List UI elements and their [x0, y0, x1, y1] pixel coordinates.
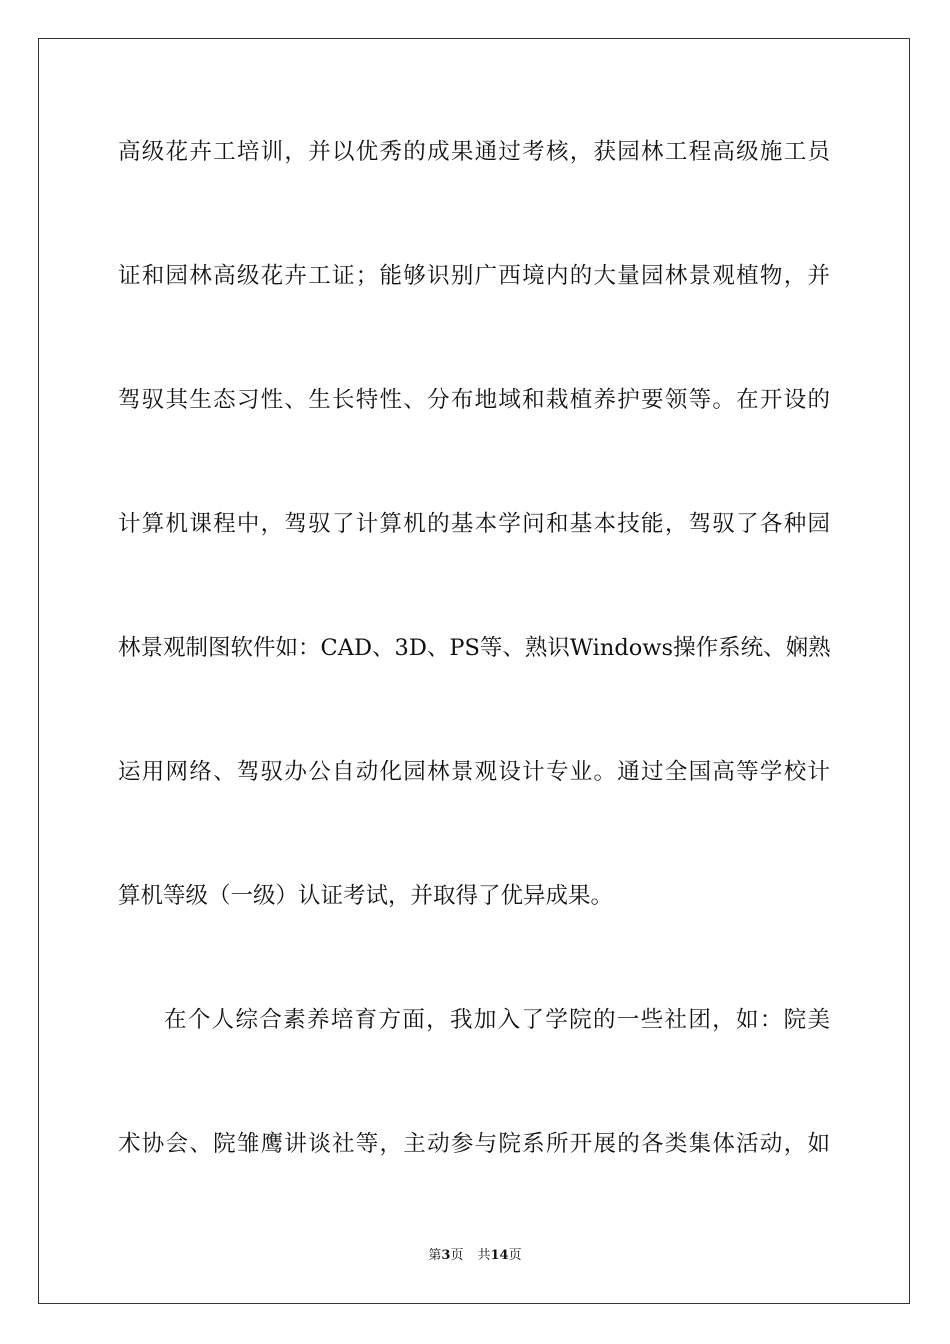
- page-number: 第3页: [428, 1248, 464, 1263]
- page-footer: [0, 1246, 950, 1266]
- paragraph-line-4: 计算机课程中，驾驭了计算机的基本学问和基本技能，驾驭了各种园: [118, 511, 830, 537]
- paragraph-line-5: 林景观制图软件如：CAD、3D、PS等、熟识Windows操作系统、娴熟: [118, 635, 831, 661]
- paragraph-line-9: 术协会、院雏鹰讲谈社等，主动参与院系所开展的各类集体活动，如: [118, 1131, 830, 1157]
- paragraph-line-2: 证和园林高级花卉工证；能够识别广西境内的大量园林景观植物，并: [118, 263, 830, 289]
- page-border: [38, 38, 910, 1304]
- paragraph-line-8: 在个人综合素养培育方面，我加入了学院的一些社团，如：院美: [164, 1007, 830, 1033]
- paragraph-line-3: 驾驭其生态习性、生长特性、分布地域和栽植养护要领等。在开设的: [118, 387, 830, 413]
- paragraph-line-1: 高级花卉工培训，并以优秀的成果通过考核，获园林工程高级施工员: [118, 139, 830, 165]
- page-total: 共14页: [477, 1248, 522, 1263]
- paragraph-line-7: 算机等级（一级）认证考试，并取得了优异成果。: [118, 883, 614, 909]
- paragraph-line-6: 运用网络、驾驭办公自动化园林景观设计专业。通过全国高等学校计: [118, 759, 830, 785]
